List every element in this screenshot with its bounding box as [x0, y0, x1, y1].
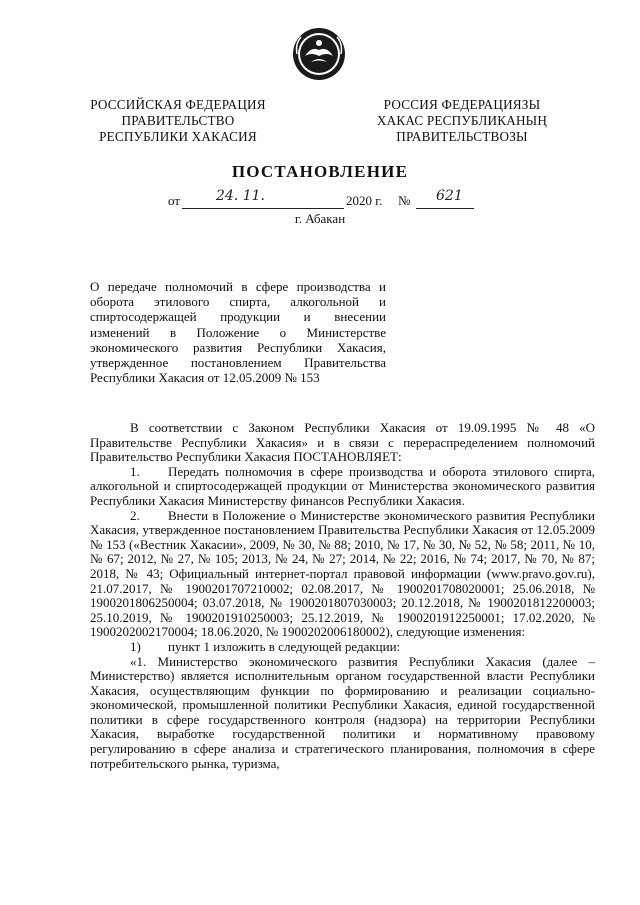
header-right-line: РОССИЯ ФЕДЕРАЦИЯЗЫ: [383, 97, 541, 112]
header-right-khakas: [362, 97, 562, 145]
handwritten-number: 621: [436, 188, 463, 204]
item-1-number: 1.: [130, 463, 140, 479]
header-left-line: РЕСПУБЛИКИ ХАКАСИЯ: [99, 129, 257, 144]
subitem-1-text: пункт 1 изложить в следующей редакции:: [168, 638, 401, 654]
header-left-line: ПРАВИТЕЛЬСТВО: [121, 113, 235, 128]
item-2-number: 2.: [130, 507, 140, 523]
subject-line: оборота этилового спирта, алкогольной и: [90, 294, 386, 310]
subject-line: утвержденное постановлением Правительства: [90, 355, 386, 371]
subitem-1-paragraph: [90, 640, 595, 655]
header-left-line: РОССИЙСКАЯ ФЕДЕРАЦИЯ: [90, 97, 266, 112]
date-underline: [182, 208, 344, 209]
subject-line: Республики Хакасия от 12.05.2009 № 153: [90, 370, 320, 386]
header-left-russian: [78, 97, 278, 145]
document-body: [90, 421, 595, 771]
item-2-text: Внести в Положение о Министерстве экономического развития Республики Хакасия, утвержденное постановлением Правительства Республики Хакасия от 12.05.2009 № 153 («Вестник Хакасии», 2009, № 30, № 88; 2010, № 17, № 30, № 52, № 58; 2011, № 10, № 67; 2012, № 27, № 105; 2013, № 24, № 27; 2014, № 22; 2016, № 74; 2017, № 70, № 87; 2018, № 43; Официальный интернет-портал правовой информации (www.pravo.gov.ru), 21.07.2017, № 1900201707210002; 02.08.2017, № 1900201708020001; 25.06.2018, № 1900201806250004; 03.07.2018, № 1900201807030003; 20.12.2018, № 1900201812200003; 25.10.2019, № 1900201910250003; 25.12.2019, № 1900201912250001; 17.02.2020, № 1900202002170004; 18.06.2020, № 1900202006180002), следующие изменения:: [90, 507, 595, 640]
from-label: от: [168, 193, 181, 208]
item-1-paragraph: [90, 465, 595, 509]
item-2-paragraph: [90, 509, 595, 640]
year-label: 2020 г.: [346, 193, 383, 208]
header-right-line: ХАКАС РЕСПУБЛИКАНЫҢ: [376, 113, 548, 128]
number-underline: [416, 208, 474, 209]
quoted-paragraph: «1. Министерство экономического развития Республики Хакасия (далее – Министерство) является исполнительным органом государственной власти Республики Хакасия, осуществляющим функции по формированию и реализации социально-экономической, промышленной политики Республики Хакасия, единой государственной политики в сфере государственного контроля (надзора) на территории Республики Хакасия, выработке государственной политики и нормативному правовому регулированию в сфере анализа и стратегического планирования, полномочия в сфере потребительского рынка, туризма,: [90, 653, 595, 771]
preamble-paragraph: В соответствии с Законом Республики Хакасия от 19.09.1995 № 48 «О Правительстве Республики Хакасия» и в связи с перераспределением полномочий Правительство Республики Хакасия ПОСТАНОВЛЯЕТ:: [90, 420, 595, 465]
subject-line: О передаче полномочий в сфере производства и: [90, 279, 386, 294]
handwritten-date: 24. 11.: [216, 188, 265, 204]
subject-heading: [90, 279, 386, 385]
item-1-text: Передать полномочия в сфере производства и оборота этилового спирта, алкогольной и спиртосодержащей продукции от Министерства экономического развития Республики Хакасия Министерству финансов Республики Хакасия.: [90, 463, 595, 508]
subitem-1-number: 1): [130, 638, 141, 654]
subject-line: изменений в Положение о Министерстве: [90, 324, 386, 340]
header-right-line: ПРАВИТЕЛЬСТВОЗЫ: [396, 129, 528, 144]
document-title: ПОСТАНОВЛЕНИЕ: [231, 162, 409, 181]
subject-line: спиртосодержащей продукции и внесении: [90, 309, 386, 325]
subject-line: экономического развития Республики Хакасия,: [90, 339, 386, 355]
number-label: №: [398, 193, 411, 208]
city-name: г. Абакан: [294, 211, 346, 226]
coat-of-arms-emblem: [291, 26, 347, 82]
